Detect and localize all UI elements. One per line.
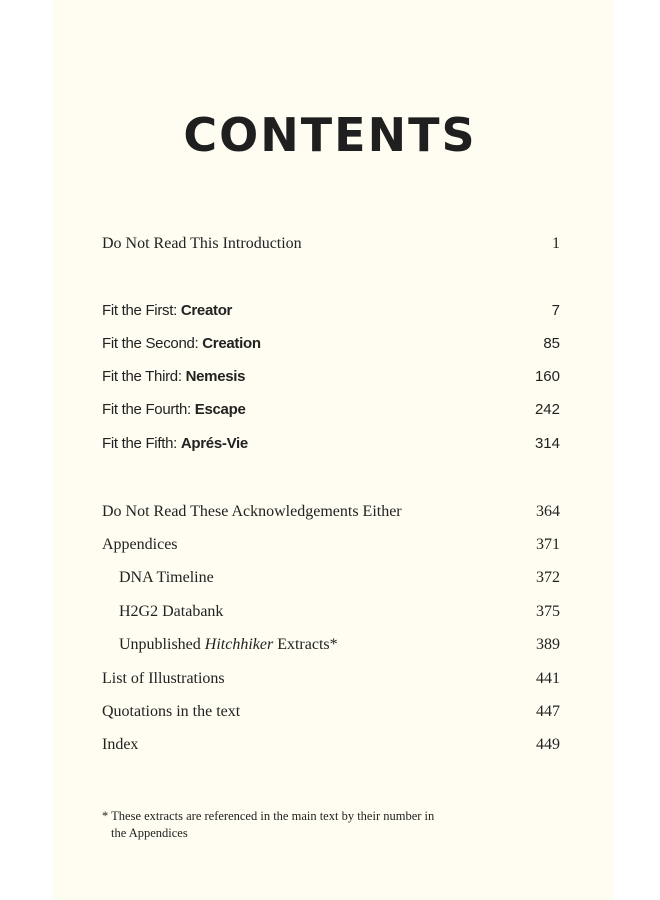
fit-prefix: Fit the Fourth:: [102, 401, 195, 418]
toc-entry-label: Quotations in the text: [102, 703, 241, 720]
toc-entry-page-number: 364: [536, 503, 560, 520]
toc-entry-page-number: 160: [534, 368, 560, 385]
toc-entry-page-number: 85: [543, 335, 560, 352]
toc-entry-page-number: 242: [534, 401, 560, 418]
fit-name: Creator: [180, 302, 233, 319]
toc-entry-fit-fifth[interactable]: [102, 435, 560, 459]
toc-entry-page-number: 7: [551, 302, 560, 319]
label-post: Extracts*: [273, 636, 338, 653]
toc-entry-h2g2-databank[interactable]: [102, 603, 560, 627]
toc-entry-fit-second[interactable]: [102, 335, 560, 359]
toc-entry-quotations[interactable]: [102, 703, 560, 727]
footnote-line-2: the Appendices: [111, 826, 188, 840]
fit-prefix: Fit the Fifth:: [102, 435, 181, 452]
toc-entry-label: [102, 368, 245, 385]
toc-entry-label: Index: [102, 736, 139, 753]
toc-entry-acknowledgements[interactable]: [102, 503, 560, 527]
toc-entry-page-number: 371: [536, 536, 560, 553]
toc-entry-label: DNA Timeline: [119, 569, 214, 586]
toc-entry-label: [102, 435, 248, 452]
fit-name: Aprés-Vie: [180, 435, 248, 452]
toc-entry-page-number: 441: [536, 670, 560, 687]
toc-entry-label: Do Not Read These Acknowledgements Either: [102, 503, 402, 520]
label-italic: Hitchhiker: [204, 636, 274, 653]
fit-name: Creation: [202, 335, 261, 352]
toc-entry-label: [102, 636, 338, 654]
label-pre: Unpublished: [119, 636, 205, 653]
toc-entry-label: [102, 302, 232, 319]
toc-entry-page-number: 375: [536, 603, 560, 620]
fit-prefix: Fit the Third:: [102, 368, 186, 385]
toc-entry-list-of-illustrations[interactable]: [102, 670, 560, 694]
toc-entry-page-number: 314: [534, 435, 560, 452]
toc-entry-fit-fourth[interactable]: [102, 401, 560, 425]
footnote: [102, 808, 522, 842]
toc-entry-page-number: 447: [536, 703, 560, 720]
toc-entry-page-number: 372: [536, 569, 560, 586]
toc-entry-dna-timeline[interactable]: [102, 569, 560, 593]
page-title: CONTENTS: [183, 108, 477, 162]
toc-entry-label: List of Illustrations: [102, 670, 225, 687]
fit-name: Escape: [194, 401, 246, 418]
toc-entry-label: [102, 335, 261, 352]
toc-entry-page-number: 1: [552, 235, 560, 252]
toc-entry-unpublished-extracts[interactable]: [102, 636, 560, 660]
toc-entry-fit-third[interactable]: [102, 368, 560, 392]
toc-entry-index[interactable]: [102, 736, 560, 760]
toc-entry-introduction[interactable]: [102, 235, 560, 259]
toc-entry-label: [102, 401, 246, 418]
toc-entry-label: H2G2 Databank: [119, 603, 224, 620]
toc-entry-appendices[interactable]: [102, 536, 560, 560]
toc-entry-label: Appendices: [102, 536, 178, 553]
fit-prefix: Fit the Second:: [102, 335, 203, 352]
toc-entry-label: Do Not Read This Introduction: [102, 235, 302, 252]
footnote-line-1: * These extracts are referenced in the main text by their number in: [102, 809, 435, 823]
fit-name: Nemesis: [185, 368, 246, 385]
toc-entry-page-number: 389: [536, 636, 560, 653]
fit-prefix: Fit the First:: [102, 302, 181, 319]
toc-entry-page-number: 449: [536, 736, 560, 753]
toc-entry-fit-first[interactable]: [102, 302, 560, 326]
